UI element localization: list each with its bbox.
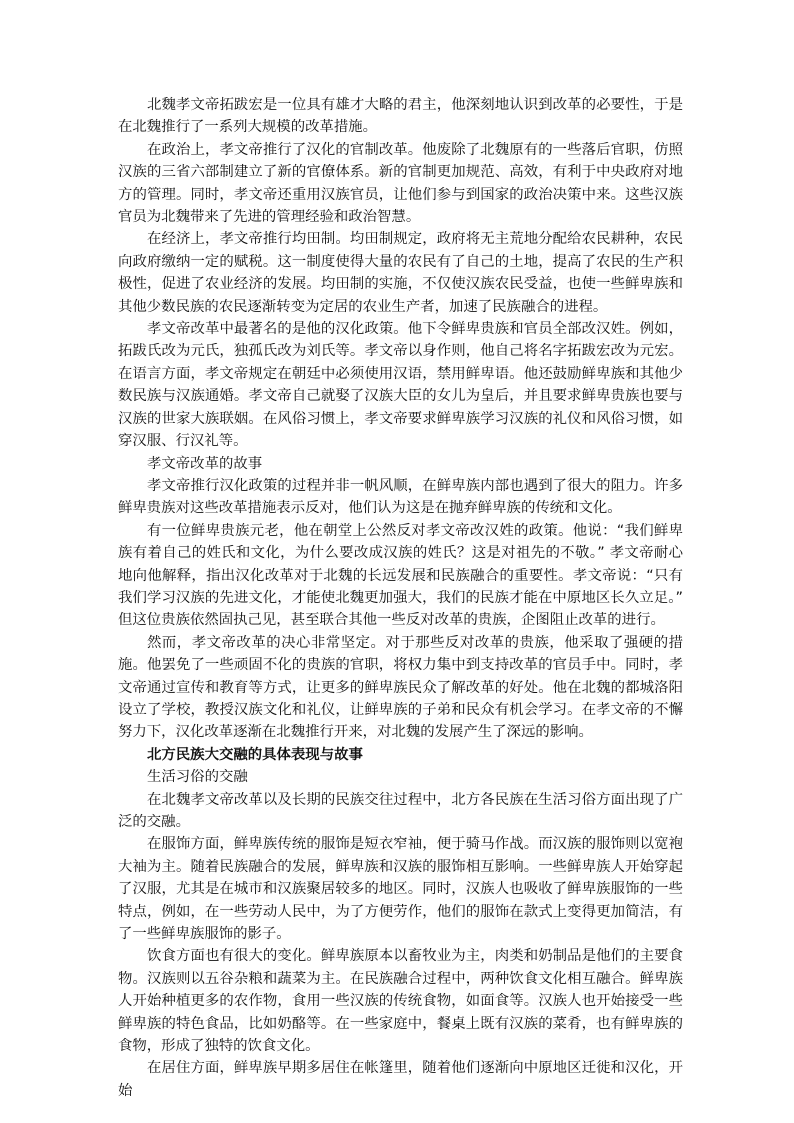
paragraph: 在服饰方面，鲜卑族传统的服饰是短衣窄袖，便于骑马作战。而汉族的服饰则以宽袍大袖为主。随着民族融合的发展，鲜卑族和汉族的服饰相互影响。一些鲜卑族人开始穿起了汉服，尤其是在城市和汉族聚居较多的地区。同时，汉族人也吸收了鲜卑族服饰的一些特点，例如，在一些劳动人民中，为了方便劳作，他们的服饰在款式上变得更加简洁，有了一些鲜卑族服饰的影子。 — [118, 836, 683, 943]
subsection-title: 孝文帝改革的故事 — [147, 455, 263, 472]
paragraph: 在经济上，孝文帝推行均田制。均田制规定，政府将无主荒地分配给农民耕种，农民向政府缴纳一定的赋税。这一制度使得大量的农民有了自己的土地，提高了农民的生产积极性，促进了农业经济的发展。均田制的实施，不仅使汉族农民受益，也使一些鲜卑族和其他少数民族的农民逐渐转变为定居的农业生产者，加速了民族融合的进程。 — [118, 231, 683, 315]
paragraph: 北魏孝文帝拓跋宏是一位具有雄才大略的君主，他深刻地认识到改革的必要性，于是在北魏推行了一系列大规模的改革措施。 — [118, 97, 683, 136]
paragraph: 在北魏孝文帝改革以及长期的民族交往过程中，北方各民族在生活习俗方面出现了广泛的交融。 — [118, 791, 683, 830]
paragraph: 然而，孝文帝改革的决心非常坚定。对于那些反对改革的贵族，他采取了强硬的措施。他罢免了一些顽固不化的贵族的官职，将权力集中到支持改革的官员手中。同时，孝文帝通过宣传和教育等方式，让更多的鲜卑族民众了解改革的好处。他在北魏的都城洛阳设立了学校，教授汉族文化和礼仪，让鲜卑族的子弟和民众有机会学习。在孝文帝的不懈努力下，汉化改革逐渐在北魏推行开来，对北魏的发展产生了深远的影响。 — [118, 634, 683, 741]
section-heading: 北方民族大交融的具体表现与故事 — [147, 746, 363, 763]
document-page — [118, 94, 683, 1102]
paragraph: 孝文帝推行汉化政策的过程并非一帆风顺，在鲜卑族内部也遇到了很大的阻力。许多鲜卑贵族对这些改革措施表示反对，他们认为这是在抛弃鲜卑族的传统和文化。 — [118, 477, 683, 517]
paragraph: 饮食方面也有很大的变化。鲜卑族原本以畜牧业为主，肉类和奶制品是他们的主要食物。汉族则以五谷杂粮和蔬菜为主。在民族融合过程中，两种饮食文化相互融合。鲜卑族人开始种植更多的农作物，食用一些汉族的传统食物，如面食等。汉族人也开始接受一些鲜卑族的特色食品，比如奶酪等。在一些家庭中，餐桌上既有汉族的菜肴，也有鲜卑族的食物，形成了独特的饮食文化。 — [118, 948, 683, 1055]
paragraph: 在居住方面，鲜卑族早期多居住在帐篷里，随着他们逐渐向中原地区迁徙和汉化，开始 — [118, 1060, 683, 1099]
paragraph: 孝文帝改革中最著名的是他的汉化政策。他下令鲜卑贵族和官员全部改汉姓。例如，拓跋氏改为元氏，独孤氏改为刘氏等。孝文帝以身作则，他自己将名字拓跋宏改为元宏。在语言方面，孝文帝规定在朝廷中必须使用汉语，禁用鲜卑语。他还鼓励鲜卑族和其他少数民族与汉族通婚。孝文帝自己就娶了汉族大臣的女儿为皇后，并且要求鲜卑贵族也要与汉族的世家大族联姻。在风俗习惯上，孝文帝要求鲜卑族学习汉族的礼仪和风俗习惯，如穿汉服、行汉礼等。 — [118, 321, 683, 450]
paragraph: 在政治上，孝文帝推行了汉化的官制改革。他废除了北魏原有的一些落后官职，仿照汉族的三省六部制建立了新的官僚体系。新的官制更加规范、高效，有利于中央政府对地方的管理。同时，孝文帝还重用汉族官员，让他们参与到国家的政治决策中来。这些汉族官员为北魏带来了先进的管理经验和政治智慧。 — [118, 141, 683, 226]
subsection-title: 生活习俗的交融 — [147, 769, 248, 786]
paragraph: 有一位鲜卑贵族元老，他在朝堂上公然反对孝文帝改汉姓的政策。他说：“我们鲜卑族有着自己的姓氏和文化，为什么要改成汉族的姓氏？这是对祖先的不敬。” 孝文帝耐心地向他解释，指出汉化改革对于北魏的长远发展和民族融合的重要性。孝文帝说：“只有我们学习汉族的先进文化，才能使北魏更加强大，我们的民族才能在中原地区长久立足。” 但这位贵族依然固执己见，甚至联合其他一些反对改革的贵族，企图阻止改革的进行。 — [118, 522, 683, 629]
